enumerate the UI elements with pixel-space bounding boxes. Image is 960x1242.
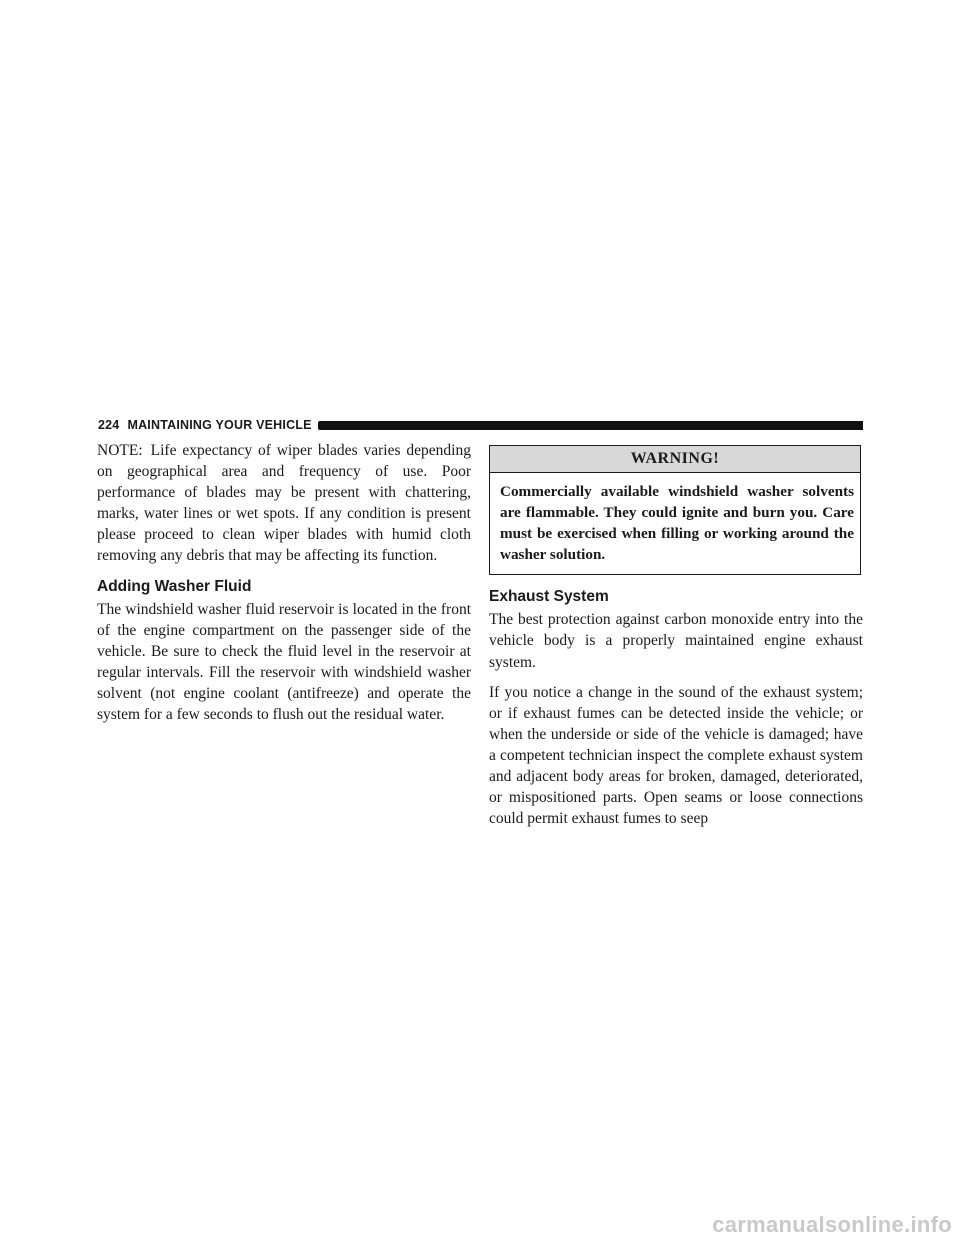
header-rule — [318, 421, 863, 430]
note-paragraph — [97, 440, 471, 567]
note-label: NOTE: — [97, 442, 143, 459]
watermark-text: carmanualsonline.info — [712, 1212, 952, 1237]
washer-paragraph: The windshield washer fluid reservoir is located in the front of the engine compartment on the passenger side of the vehicle. Be sure to check the fluid level in the reservoir at regular intervals. Fill the reservoir with windshield washer solvent (not engine coolant (antifreeze) and operate the system for a few seconds to flush out the residual water. — [97, 600, 471, 724]
washer-heading: Adding Washer Fluid — [97, 577, 252, 595]
left-column — [97, 440, 471, 725]
right-column — [489, 440, 863, 829]
exhaust-paragraph-1: The best protection against carbon monoxide entry into the vehicle body is a properly maintained engine exhaust system. — [489, 611, 863, 671]
page-number: 224 — [98, 418, 120, 432]
warning-box — [489, 445, 861, 575]
warning-text: Commercially available windshield washer solvents are flammable. They could ignite and burn you. Care must be exercised when filling or working around the washer solution. — [500, 483, 854, 564]
exhaust-heading: Exhaust System — [489, 588, 609, 606]
section-title: MAINTAINING YOUR VEHICLE — [127, 418, 312, 432]
exhaust-paragraph-2: If you notice a change in the sound of the exhaust system; or if exhaust fumes can be detected inside the vehicle; or when the underside or side of the vehicle is damaged; have a competent technician inspect the complete exhaust system and adjacent body areas for broken, damaged, deteriorated, or mispositioned parts. Open seams or loose connections could permit exhaust fumes to seep — [489, 683, 863, 828]
note-text: Life expectancy of wiper blades varies depending on geographical area and frequency of use. Poor performance of blades may be present with chattering, marks, water lines or wet spots. If any condition is present please proceed to clean wiper blades with humid cloth removing any debris that may be affecting its function. — [97, 442, 471, 565]
warning-title: WARNING! — [490, 446, 860, 473]
running-header — [98, 418, 863, 432]
